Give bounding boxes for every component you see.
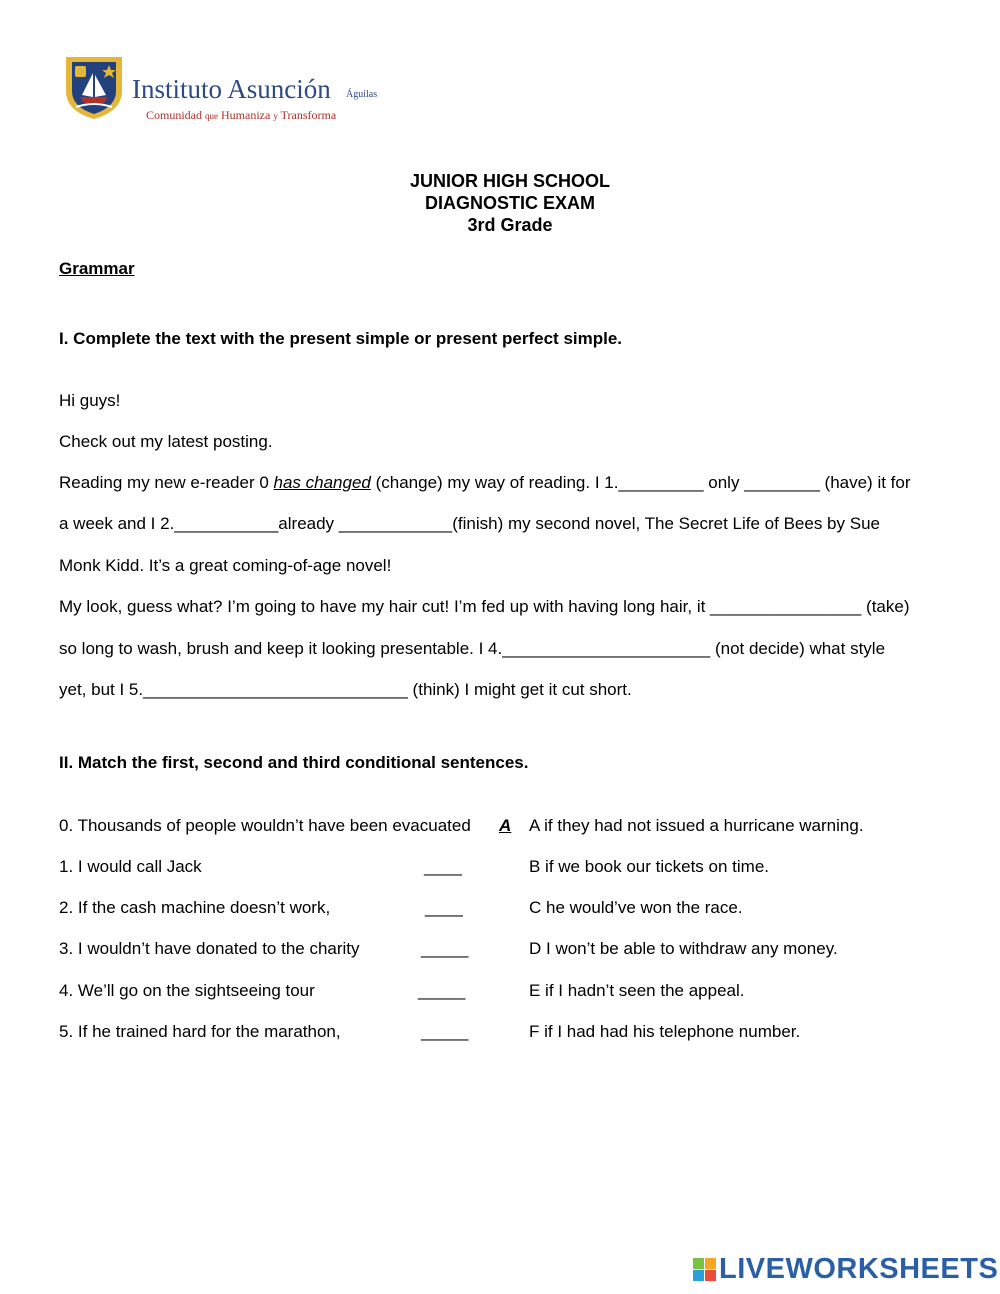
match-left-5: 5. If he trained hard for the marathon,	[59, 1022, 341, 1041]
match-left-0: 0. Thousands of people wouldn’t have been evacuated	[59, 816, 471, 835]
intro-text: Check out my latest posting.	[59, 432, 273, 451]
match-blank-4[interactable]: _____	[418, 981, 466, 1000]
match-left-1: 1. I would call Jack	[59, 857, 202, 876]
match-blank-3[interactable]: _____	[421, 939, 469, 958]
exam-title-line1: JUNIOR HIGH SCHOOL	[409, 171, 610, 191]
match-right-0: A if they had not issued a hurricane warning.	[529, 816, 864, 835]
paragraph-line-3: Monk Kidd. It’s a great coming-of-age novel!	[59, 556, 392, 575]
liveworksheets-wordmark: LIVEWORKSHEETS	[719, 1253, 999, 1285]
school-campus: Águilas	[346, 89, 378, 100]
paragraph-line-4: My look, guess what? I’m going to have my hair cut! I’m fed up with having long hair, it ________________ (take)	[59, 597, 910, 616]
match-left-2: 2. If the cash machine doesn’t work,	[59, 898, 331, 917]
section-heading: Grammar	[59, 259, 135, 278]
paragraph-line-6: yet, but I 5.____________________________ (think) I might get it cut short.	[59, 680, 632, 699]
match-right-5: F if I had had his telephone number.	[529, 1022, 801, 1041]
paragraph-line-1: Reading my new e-reader 0 has changed (change) my way of reading. I 1._________ only ________ (have) it for	[59, 473, 911, 492]
match-blank-5[interactable]: _____	[421, 1022, 469, 1041]
liveworksheets-blocks-icon	[693, 1258, 717, 1282]
match-left-4: 4. We’ll go on the sightseeing tour	[59, 981, 315, 1000]
example-answer: has changed	[273, 473, 371, 492]
match-right-4: E if I hadn’t seen the appeal.	[529, 981, 745, 1000]
match-blank-2[interactable]: ____	[425, 898, 463, 917]
school-tagline: Comunidad que Humaniza y Transforma	[146, 108, 337, 122]
match-answer-0: A	[499, 816, 512, 835]
exercise2-heading: II. Match the first, second and third conditional sentences.	[59, 753, 529, 772]
match-right-3: D I won’t be able to withdraw any money.	[529, 939, 838, 958]
match-right-2: C he would’ve won the race.	[529, 898, 743, 917]
school-crest-icon	[62, 53, 126, 121]
exam-title-line2: DIAGNOSTIC EXAM	[424, 193, 595, 213]
paragraph-line-2: a week and I 2.___________already ____________(finish) my second novel, The Secret Life of Bees by Sue	[59, 514, 880, 533]
school-name: Instituto Asunción	[132, 74, 331, 104]
exercise1-heading: I. Complete the text with the present simple or present perfect simple.	[59, 329, 623, 348]
greeting-text: Hi guys!	[59, 391, 121, 410]
exam-title-line3: 3rd Grade	[467, 215, 553, 235]
match-right-1: B if we book our tickets on time.	[529, 857, 769, 876]
liveworksheets-logo	[693, 1253, 999, 1286]
paragraph-line-5: so long to wash, brush and keep it looking presentable. I 4.______________________ (not decide) what style	[59, 639, 886, 658]
match-blank-1[interactable]: ____	[424, 857, 462, 876]
match-left-3: 3. I wouldn’t have donated to the charity	[59, 939, 360, 958]
